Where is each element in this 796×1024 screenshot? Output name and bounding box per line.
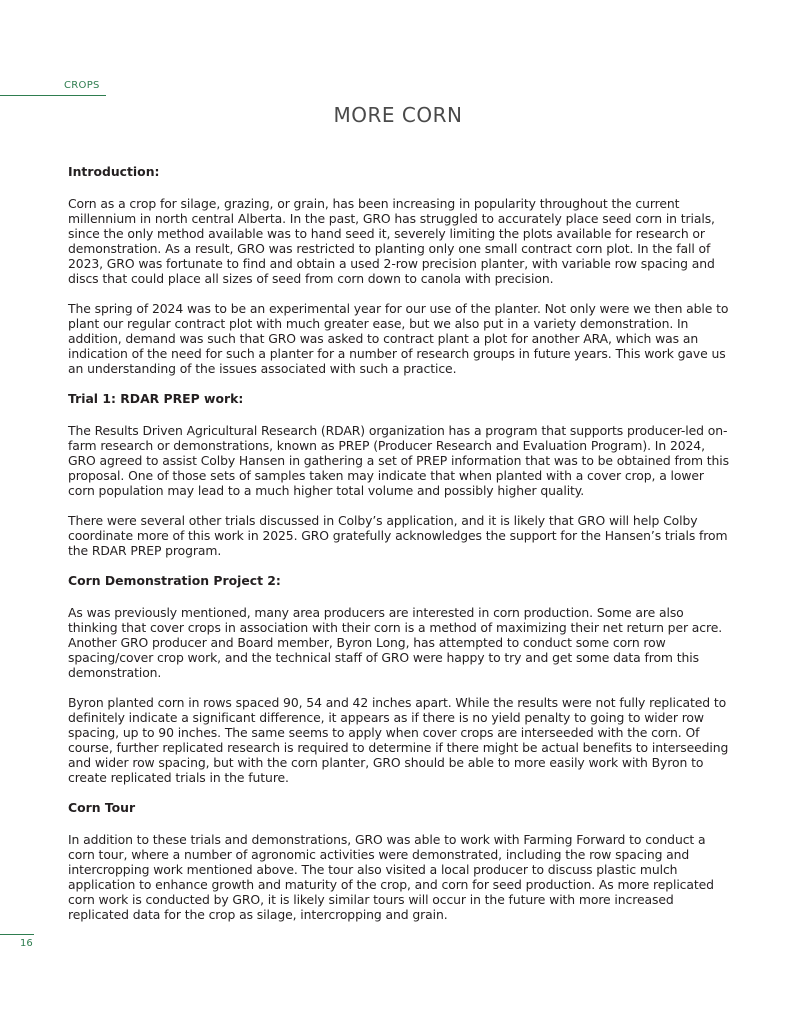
- paragraph: There were several other trials discussed in Colby’s application, and it is likely that GRO will help Colby coordinate more of this work in 2025. GRO gratefully acknowledges the support for the Hansen’s trials from the RDAR PREP program.: [68, 513, 728, 558]
- page-title: MORE CORN: [333, 103, 463, 127]
- section-heading-corn-tour: Corn Tour: [68, 800, 136, 815]
- section-label: CROPS: [64, 80, 100, 91]
- paragraph: The Results Driven Agricultural Research (RDAR) organization has a program that supports producer-led on-farm research or demonstrations, known as PREP (Producer Research and Evaluation Program). In 2024, GRO agreed to assist Colby Hansen in gathering a set of PREP information that was to be obtained from this proposal. One of those sets of samples taken may indicate that when planted with a cover crop, a lower corn population may lead to a much higher total volume and possibly higher quality.: [68, 423, 729, 498]
- paragraph: Byron planted corn in rows spaced 90, 54 and 42 inches apart. While the results were not fully replicated to definitely indicate a significant difference, it appears as if there is no yield penalty to going to wider row spacing, up to 90 inches. The same seems to apply when cover crops are interseeded with the corn. Of course, further replicated research is required to determine if there might be actual benefits to interseeding and wider row spacing, but with the corn planter, GRO should be able to more easily work with Byron to create replicated trials in the future.: [68, 695, 729, 785]
- paragraph: Corn as a crop for silage, grazing, or grain, has been increasing in popularity throughout the current millennium in north central Alberta. In the past, GRO has struggled to accurately place seed corn in trials, since the only method available was to hand seed it, severely limiting the plots available for research or demonstration. As a result, GRO was restricted to planting only one small contract corn plot. In the fall of 2023, GRO was fortunate to find and obtain a used 2-row precision planter, with variable row spacing and discs that could place all sizes of seed from corn down to canola with precision.: [68, 196, 715, 286]
- paragraph: The spring of 2024 was to be an experimental year for our use of the planter. Not only were we then able to plant our regular contract plot with much greater ease, but we also put in a variety demonstration. In addition, demand was such that GRO was asked to contract plant a plot for another ARA, which was an indication of the need for such a planter for a number of research groups in future years. This work gave us an understanding of the issues associated with such a practice.: [68, 301, 729, 376]
- page-number: 16: [20, 938, 33, 949]
- section-rule: [0, 95, 106, 96]
- paragraph: In addition to these trials and demonstrations, GRO was able to work with Farming Forward to conduct a corn tour, where a number of agronomic activities were demonstrated, including the row spacing and intercropping work mentioned above. The tour also visited a local producer to discuss plastic mulch application to enhance growth and maturity of the crop, and corn for seed production. As more replicated corn work is conducted by GRO, it is likely similar tours will occur in the future with more increased replicated data for the crop as silage, intercropping and grain.: [68, 832, 714, 922]
- paragraph: As was previously mentioned, many area producers are interested in corn production. Some are also thinking that cover crops in association with their corn is a method of maximizing their net return per acre. Another GRO producer and Board member, Byron Long, has attempted to conduct some corn row spacing/cover crop work, and the technical staff of GRO were happy to try and get some data from this demonstration.: [68, 605, 723, 680]
- section-heading-introduction: Introduction:: [68, 164, 160, 179]
- section-heading-trial-1: Trial 1: RDAR PREP work:: [68, 391, 244, 406]
- section-heading-corn-demo-2: Corn Demonstration Project 2:: [68, 573, 281, 588]
- article-body: [68, 164, 732, 937]
- footer-rule: [0, 934, 34, 935]
